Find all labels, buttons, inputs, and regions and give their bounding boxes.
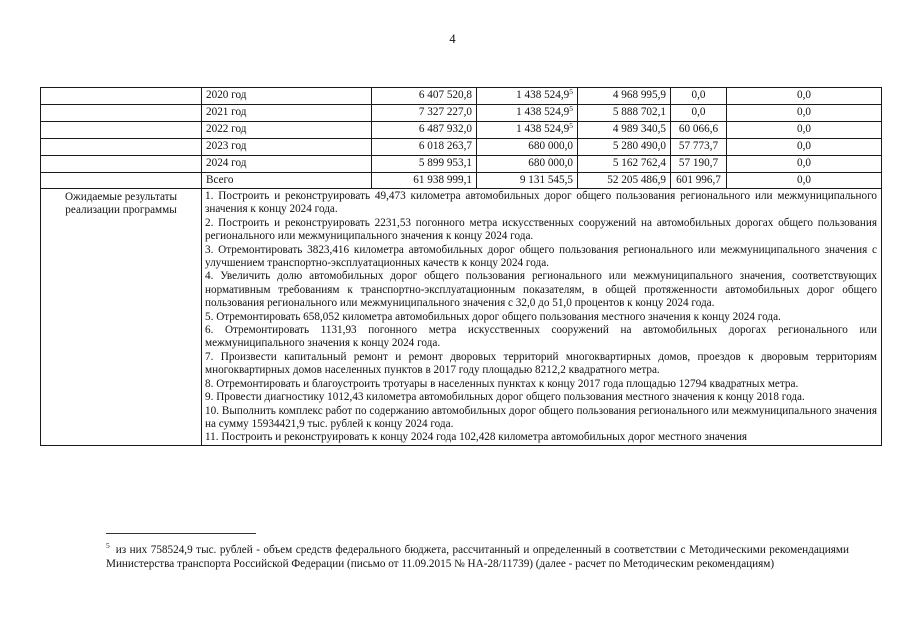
local-cell bbox=[671, 156, 727, 173]
footnote-text: из них 758524,9 тыс. рублей - объем средств федерального бюджета, рассчитанный и определенный в соответствии с Методическими рекомендациями Министерства транспорта Российской Федерации (письмо от 11.09.2015 № НА-28/11739) (далее - расчет по Методическим рекомендациям) bbox=[106, 544, 849, 571]
regional-cell-value: 4 989 340,5 bbox=[612, 123, 666, 135]
row-spacer-cell bbox=[41, 173, 202, 189]
other-cell bbox=[727, 122, 882, 139]
result-item: 1. Построить и реконструировать 49,473 километра автомобильных дорог общего пользования регионального или межмуниципального значения к концу 2024 года. bbox=[205, 190, 877, 216]
local-cell bbox=[671, 173, 727, 189]
year-cell bbox=[202, 105, 372, 122]
local-cell bbox=[671, 88, 727, 105]
federal-cell-value: 1 438 524,9 bbox=[516, 106, 570, 118]
result-item: 2. Построить и реконструировать 2231,53 погонного метра искусственных сооружений на автомобильных дорогах общего пользования регионального или межмуниципального значения к концу 2024 года. bbox=[205, 216, 877, 243]
footnote-ref: 5 bbox=[569, 87, 573, 96]
regional-cell-value: 5 280 490,0 bbox=[612, 140, 666, 152]
page-number: 4 bbox=[449, 32, 456, 46]
year-cell bbox=[202, 139, 372, 156]
other-cell-value: 0,0 bbox=[797, 106, 811, 118]
year-cell-value: 2024 год bbox=[206, 157, 247, 169]
other-cell bbox=[727, 88, 882, 105]
row-spacer-cell bbox=[41, 139, 202, 156]
regional-cell bbox=[578, 156, 671, 173]
total-cell bbox=[372, 139, 477, 156]
total-cell bbox=[372, 173, 477, 189]
row-spacer-cell bbox=[41, 105, 202, 122]
local-cell-value: 57 773,7 bbox=[678, 140, 719, 152]
federal-cell bbox=[477, 122, 578, 139]
federal-cell bbox=[477, 156, 578, 173]
total-cell-value: 6 018 263,7 bbox=[418, 140, 472, 152]
row-spacer-cell bbox=[41, 156, 202, 173]
year-cell-value: 2023 год bbox=[206, 140, 247, 152]
footnote-marker: 5 bbox=[106, 541, 110, 550]
local-cell-value: 60 066,6 bbox=[678, 123, 719, 135]
other-cell bbox=[727, 105, 882, 122]
federal-cell bbox=[477, 139, 578, 156]
federal-cell bbox=[477, 173, 578, 189]
total-cell bbox=[372, 88, 477, 105]
funding-row bbox=[41, 156, 882, 173]
other-cell bbox=[727, 156, 882, 173]
total-cell bbox=[372, 122, 477, 139]
year-cell-value: Всего bbox=[206, 174, 234, 186]
federal-cell bbox=[477, 88, 578, 105]
result-item: 5. Отремонтировать 658,052 километра автомобильных дорог общего пользования местного значения к концу 2024 года. bbox=[205, 310, 781, 323]
regional-cell-value: 5 888 702,1 bbox=[612, 106, 666, 118]
results-label: Ожидаемые результаты реализации программы bbox=[41, 189, 202, 446]
regional-cell bbox=[578, 122, 671, 139]
funding-row bbox=[41, 105, 882, 122]
total-cell-value: 6 487 932,0 bbox=[418, 123, 472, 135]
other-cell-value: 0,0 bbox=[797, 174, 811, 186]
row-spacer-cell bbox=[41, 122, 202, 139]
result-item: 11. Построить и реконструировать к концу 2024 года 102,428 километра автомобильных дорог местного значения bbox=[205, 431, 748, 444]
local-cell bbox=[671, 139, 727, 156]
result-item: 3. Отремонтировать 3823,416 километра автомобильных дорог общего пользования регионального или межмуниципального значения с улучшением транспортно-эксплуатационных качеств к концу 2024 года. bbox=[205, 243, 877, 270]
total-cell bbox=[372, 105, 477, 122]
funding-row bbox=[41, 139, 882, 156]
regional-cell bbox=[578, 173, 671, 189]
local-cell-value: 601 996,7 bbox=[676, 174, 721, 186]
year-cell-value: 2021 год bbox=[206, 106, 247, 118]
results-row bbox=[41, 189, 882, 446]
funding-rows bbox=[41, 88, 882, 189]
federal-cell-value: 680 000,0 bbox=[528, 140, 573, 152]
year-cell bbox=[202, 88, 372, 105]
other-cell-value: 0,0 bbox=[797, 123, 811, 135]
footnote bbox=[106, 543, 849, 571]
result-item: 10. Выполнить комплекс работ по содержанию автомобильных дорог общего пользования регионального или межмуниципального значения на сумму 15934421,9 тыс. рублей к концу 2024 года. bbox=[205, 404, 877, 430]
funding-table bbox=[40, 87, 882, 446]
federal-cell bbox=[477, 105, 578, 122]
other-cell-value: 0,0 bbox=[797, 89, 811, 101]
footnote-ref: 5 bbox=[569, 121, 573, 130]
regional-cell-value: 4 968 995,9 bbox=[612, 89, 666, 101]
local-cell-value: 57 190,7 bbox=[678, 157, 719, 169]
local-cell bbox=[671, 122, 727, 139]
results-list bbox=[202, 189, 882, 446]
other-cell bbox=[727, 139, 882, 156]
local-cell-value: 0,0 bbox=[691, 106, 706, 118]
funding-row bbox=[41, 88, 882, 105]
regional-cell-value: 52 205 486,9 bbox=[607, 174, 666, 186]
footnote-ref: 5 bbox=[569, 104, 573, 113]
year-cell bbox=[202, 122, 372, 139]
federal-cell-value: 1 438 524,9 bbox=[516, 89, 570, 101]
footnote-divider bbox=[106, 533, 256, 534]
federal-cell-value: 1 438 524,9 bbox=[516, 123, 570, 135]
regional-cell bbox=[578, 88, 671, 105]
other-cell-value: 0,0 bbox=[797, 157, 811, 169]
row-spacer-cell bbox=[41, 88, 202, 105]
other-cell bbox=[727, 173, 882, 189]
regional-cell-value: 5 162 762,4 bbox=[612, 157, 666, 169]
total-cell-value: 6 407 520,8 bbox=[418, 89, 472, 101]
federal-cell-value: 9 131 545,5 bbox=[519, 174, 573, 186]
year-cell-value: 2020 год bbox=[206, 89, 247, 101]
result-item: 4. Увеличить долю автомобильных дорог общего пользования регионального или межмуниципального значения, соответствующих нормативным требованиям к транспортно-эксплуатационным показателям, в общей протяженности автомобильных дорог общего пользования регионального или межмуниципального значения с 32,0 до 51,0 процентов к концу 2024 года. bbox=[205, 270, 877, 310]
local-cell-value: 0,0 bbox=[691, 89, 706, 101]
other-cell-value: 0,0 bbox=[797, 140, 811, 152]
total-cell-value: 5 899 953,1 bbox=[418, 157, 472, 169]
year-cell bbox=[202, 156, 372, 173]
total-cell-value: 61 938 999,1 bbox=[413, 174, 472, 186]
funding-row bbox=[41, 173, 882, 189]
total-cell bbox=[372, 156, 477, 173]
result-item: 7. Произвести капитальный ремонт и ремонт дворовых территорий многоквартирных домов, проездов к дворовым территориям многоквартирных домов населенных пунктов в 2017 году площадью 8212,2 квадратного метра. bbox=[205, 350, 877, 377]
result-item: 6. Отремонтировать 1131,93 погонного метра искусственных сооружений на автомобильных дорогах регионального или межмуниципального значения к концу 2024 года. bbox=[205, 324, 877, 350]
year-cell-value: 2022 год bbox=[206, 123, 247, 135]
regional-cell bbox=[578, 139, 671, 156]
result-item: 8. Отремонтировать и благоустроить тротуары в населенных пунктах к концу 2017 года площадью 12794 квадратных метра. bbox=[205, 377, 799, 390]
local-cell bbox=[671, 105, 727, 122]
total-cell-value: 7 327 227,0 bbox=[418, 106, 472, 118]
federal-cell-value: 680 000,0 bbox=[528, 157, 573, 169]
result-item: 9. Провести диагностику 1012,43 километра автомобильных дорог общего пользования местного значения к концу 2018 года. bbox=[205, 391, 805, 404]
regional-cell bbox=[578, 105, 671, 122]
funding-row bbox=[41, 122, 882, 139]
year-cell bbox=[202, 173, 372, 189]
